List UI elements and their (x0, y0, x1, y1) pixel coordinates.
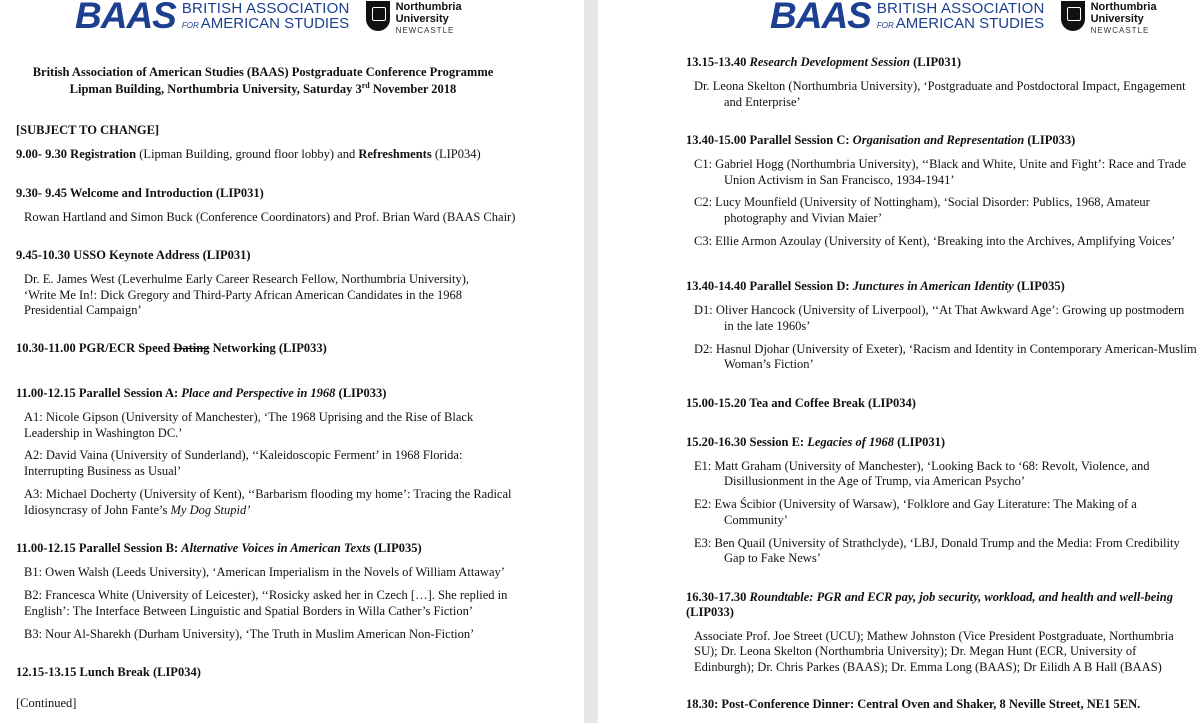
networking-heading: 10.30-11.00 PGR/ECR Speed Dating Networking (LIP033) (16, 341, 327, 355)
paper-c2: C2: Lucy Mounfield (University of Nottingham), ‘Social Disorder: Publics, 1968, Amateur (694, 195, 1150, 209)
paper-a1-cont: Leadership in Washington DC.’ (24, 426, 183, 440)
programme-subtitle: Lipman Building, Northumbria University, Saturday 3rd November 2018 (69, 80, 457, 96)
roundtable-heading: 16.30-17.30 Roundtable: PGR and ECR pay, job security, workload, and health and well-being (686, 590, 1173, 604)
baas-logo: BAAS (75, 0, 176, 36)
welcome-desc: Rowan Hartland and Simon Buck (Conference Coordinators) and Prof. Brian Ward (BAAS Chair) (24, 210, 516, 224)
northumbria-crest-icon (1061, 1, 1085, 31)
document-page-right (598, 0, 1200, 723)
keynote-heading: 9.45-10.30 USSO Keynote Address (LIP031) (16, 248, 251, 262)
paper-e1-cont: Disillusionment in the Age of Trump, via American Psycho’ (724, 474, 1026, 488)
paper-d2: D2: Hasnul Djohar (University of Exeter), ‘Racism and Identity in Contemporary American-Muslim (694, 342, 1197, 356)
paper-e3-cont: Gap to Fake News’ (724, 551, 821, 565)
keynote-desc-2: ‘Write Me In!: Dick Gregory and Third-Party African American Candidates in the 1968 (24, 288, 463, 302)
paper-e3: E3: Ben Quail (University of Strathclyde), ‘LBJ, Donald Trump and the Media: From Credibility (694, 536, 1180, 550)
paper-c2-cont: photography and Vivian Maier’ (724, 211, 883, 225)
dinner-heading: 18.30: Post-Conference Dinner: Central Oven and Shaker, 8 Neville Street, NE1 5EN. (686, 697, 1141, 711)
paper-a1: A1: Nicole Gipson (University of Manchester), ‘The 1968 Uprising and the Rise of Black (24, 410, 474, 424)
paper-a2: A2: David Vaina (University of Sunderland), ‘‘Kaleidoscopic Ferment’ in 1968 Florida: (24, 448, 463, 462)
roundtable-desc-2: SU); Dr. Leona Skelton (Northumbria University); Dr. Megan Hunt (ECR, University of (694, 644, 1137, 658)
tea-break-heading: 15.00-15.20 Tea and Coffee Break (LIP034) (686, 396, 916, 410)
paper-e1: E1: Matt Graham (University of Manchester), ‘Looking Back to ‘68: Revolt, Violence, and (694, 459, 1150, 473)
keynote-desc-3: Presidential Campaign’ (24, 303, 142, 317)
paper-e2: E2: Ewa Ścibior (University of Warsaw), ‘Folklore and Gay Literature: The Making of a (694, 497, 1137, 511)
paper-d1: D1: Oliver Hancock (University of Liverpool), ‘‘At That Awkward Age’: Growing up postmodern (694, 303, 1185, 317)
roundtable-desc-3: Edinburgh); Dr. Chris Parkes (BAAS); Dr. Emma Long (BAAS); Dr Eilidh A B Hall (BAAS) (694, 660, 1162, 674)
paper-b1: B1: Owen Walsh (Leeds University), ‘American Imperialism in the Novels of William Attaway’ (24, 565, 505, 579)
header-logos (75, 0, 462, 36)
northumbria-logo: Northumbria University NEWCASTLE (1090, 1, 1157, 35)
paper-c1: C1: Gabriel Hogg (Northumbria University), ‘‘Black and White, Unite and Fight’: Race and Trade (694, 157, 1187, 171)
baas-wordmark: BRITISH ASSOCIATION FOR AMERICAN STUDIES (876, 0, 1045, 32)
session-d-heading: 13.40-14.40 Parallel Session D: Junctures in American Identity (LIP035) (686, 279, 1065, 293)
subject-to-change: [SUBJECT TO CHANGE] (16, 123, 160, 137)
continued-note: [Continued] (16, 696, 77, 710)
research-session-heading: 13.15-13.40 Research Development Session (LIP031) (686, 55, 962, 69)
northumbria-logo: Northumbria University NEWCASTLE (395, 1, 462, 35)
paper-a2-cont: Interrupting Business as Usual’ (24, 464, 182, 478)
research-desc: Dr. Leona Skelton (Northumbria University), ‘Postgraduate and Postdoctoral Impact, Engagement (694, 79, 1186, 93)
document-page-left (0, 0, 584, 723)
registration-item: 9.00- 9.30 Registration (Lipman Building, ground floor lobby) and Refreshments (LIP034) (16, 147, 481, 161)
baas-logo: BAAS (770, 0, 871, 36)
paper-d2-cont: Woman’s Fiction’ (724, 357, 814, 371)
session-a-heading: 11.00-12.15 Parallel Session A: Place and Perspective in 1968 (LIP033) (16, 386, 387, 400)
programme-title: British Association of American Studies (BAAS) Postgraduate Conference Programme (32, 65, 494, 79)
session-e-heading: 15.20-16.30 Session E: Legacies of 1968 (LIP031) (686, 435, 946, 449)
research-desc-cont: and Enterprise’ (724, 95, 801, 109)
lunch-heading: 12.15-13.15 Lunch Break (LIP034) (16, 665, 201, 679)
northumbria-crest-icon (366, 1, 390, 31)
paper-a3-cont: Idiosyncrasy of John Fante’s My Dog Stupid’ (24, 503, 251, 517)
paper-c1-cont: Union Activism in San Francisco, 1934-1941’ (724, 173, 955, 187)
paper-d1-cont: in the late 1960s’ (724, 319, 811, 333)
header-logos-right (770, 0, 1157, 36)
baas-wordmark: BRITISH ASSOCIATION FOR AMERICAN STUDIES (181, 0, 350, 32)
roundtable-room: (LIP033) (686, 605, 734, 619)
paper-e2-cont: Community’ (724, 513, 788, 527)
welcome-heading: 9.30- 9.45 Welcome and Introduction (LIP031) (16, 186, 264, 200)
keynote-desc-1: Dr. E. James West (Leverhulme Early Career Research Fellow, Northumbria University), (24, 272, 470, 286)
paper-a3: A3: Michael Docherty (University of Kent), ‘‘Barbarism flooding my home’: Tracing the Radical (24, 487, 512, 501)
paper-b2-cont: English’: The Interface Between Linguistic and Spatial Borders in Willa Cather’s Fiction’ (24, 604, 474, 618)
roundtable-desc-1: Associate Prof. Joe Street (UCU); Mathew Johnston (Vice President Postgraduate, Northumbria (694, 629, 1174, 643)
session-b-heading: 11.00-12.15 Parallel Session B: Alternative Voices in American Texts (LIP035) (16, 541, 422, 555)
paper-b2: B2: Francesca White (University of Leicester), ‘‘Rosicky asked her in Czech […]. She replied in (24, 588, 508, 602)
paper-b3: B3: Nour Al-Sharekh (Durham University), ‘The Truth in Muslim American Non-Fiction’ (24, 627, 475, 641)
session-c-heading: 13.40-15.00 Parallel Session C: Organisation and Representation (LIP033) (686, 133, 1076, 147)
paper-c3: C3: Ellie Armon Azoulay (University of Kent), ‘Breaking into the Archives, Amplifying Voices’ (694, 234, 1176, 248)
